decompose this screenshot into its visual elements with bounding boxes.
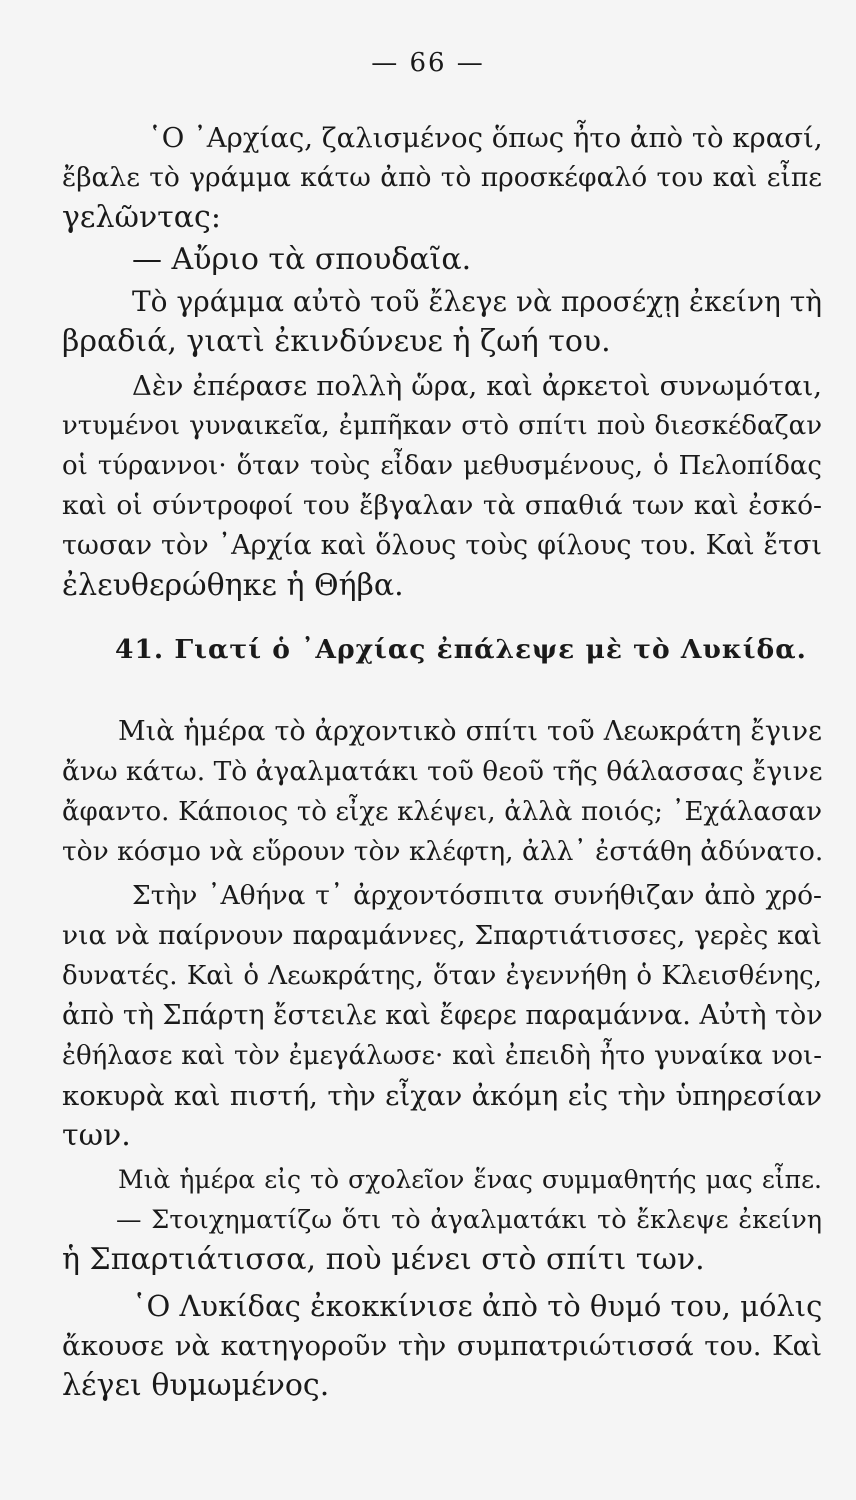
text-line: Μιὰ ἡμέρα εἰς τὸ σχολεῖον ἕνας συμμαθητής μας εἶπε. bbox=[118, 1165, 822, 1194]
text-line: λέγει θυμωμένος. bbox=[62, 1368, 330, 1403]
text-line: ῾Ο Λυκίδας ἐκοκκίνισε ἀπὸ τὸ θυμό του, μόλις bbox=[132, 1289, 823, 1323]
text-line: των. bbox=[62, 1118, 131, 1153]
text-line: ἔβαλε τὸ γράμμα κάτω ἀπὸ τὸ προσκέφαλό του καὶ εἶπε bbox=[62, 162, 822, 193]
text-line: καὶ οἱ σύντροφοί του ἔβγαλαν τὰ σπαθιά των καὶ ἐσκό- bbox=[62, 490, 822, 521]
text-line: Τὸ γράμμα αὐτὸ τοῦ ἔλεγε νὰ προσέχῃ ἐκείνη τὴ bbox=[132, 285, 822, 318]
text-line: ἄφαντο. Κάποιος τὸ εἶχε κλέψει, ἀλλὰ ποιός; ᾿Εχάλασαν bbox=[62, 797, 822, 827]
text-line: Μιὰ ἡμέρα τὸ ἀρχοντικὸ σπίτι τοῦ Λεωκράτη ἔγινε bbox=[118, 716, 822, 747]
text-line: τὸν κόσμο νὰ εὕρουν τὸν κλέφτη, ἀλλ᾿ ἐστάθη ἀδύνατο. bbox=[62, 836, 824, 867]
text-line: ἄκουσε νὰ κατηγοροῦν τὴν συμπατριώτισσά του. Καὶ bbox=[62, 1330, 822, 1362]
text-line: ῾Ο ᾿Αρχίας, ζαλισμένος ὅπως ἦτο ἀπὸ τὸ κρασί, bbox=[148, 122, 823, 154]
text-line: — Στοιχηματίζω ὅτι τὸ ἀγαλματάκι τὸ ἔκλεψε ἐκείνη bbox=[116, 1205, 822, 1235]
text-line: βραδιά, γιατὶ ἐκινδύνευε ἡ ζωή του. bbox=[62, 324, 611, 359]
text-line: νια νὰ παίρνουν παραμάννες, Σπαρτιάτισσες, γερὲς καὶ bbox=[62, 920, 822, 951]
text-line: — Αὔριο τὰ σπουδαῖα. bbox=[132, 242, 472, 277]
text-line: ἐθήλασε καὶ τὸν ἐμεγάλωσε· καὶ ἐπειδὴ ἦτο γυναίκα νοι- bbox=[62, 1041, 822, 1071]
text-line: Στὴν ᾿Αθήνα τ᾿ ἀρχοντόσπιτα συνήθιζαν ἀπὸ χρό- bbox=[132, 880, 822, 911]
text-line: ἡ Σπαρτιάτισσα, ποὺ μένει στὸ σπίτι των. bbox=[62, 1242, 705, 1277]
text-line: ντυμένοι γυναικεῖα, ἐμπῆκαν στὸ σπίτι ποὺ διεσκέδαζαν bbox=[62, 411, 822, 441]
text-line: κοκυρὰ καὶ πιστή, τὴν εἶχαν ἀκόμη εἰς τὴν ὑπηρεσίαν bbox=[62, 1080, 822, 1112]
text-line: Δὲν ἐπέρασε πολλὴ ὥρα, καὶ ἀρκετοὶ συνωμόται, bbox=[132, 370, 822, 402]
page-number: — 66 — bbox=[371, 48, 485, 78]
text-line: δυνατές. Καὶ ὁ Λεωκράτης, ὅταν ἐγεννήθη ὁ Κλεισθένης, bbox=[62, 961, 822, 991]
section-title: 41. Γιατί ὁ ᾿Αρχίας ἐπάλεψε μὲ τὸ Λυκίδα. bbox=[115, 634, 807, 665]
text-line: ἀπὸ τὴ Σπάρτη ἔστειλε καὶ ἔφερε παραμάννα. Αὐτὴ τὸν bbox=[62, 1000, 823, 1031]
text-line: γελῶντας: bbox=[62, 200, 221, 235]
text-line: τωσαν τὸν ᾿Αρχία καὶ ὅλους τοὺς φίλους του. Καὶ ἔτσι bbox=[62, 530, 822, 561]
text-line: ἄνω κάτω. Τὸ ἀγαλματάκι τοῦ θεοῦ τῆς θάλασσας ἔγινε bbox=[62, 756, 823, 787]
text-line: ἐλευθερώθηκε ἡ Θήβα. bbox=[62, 568, 404, 603]
text-line: οἱ τύραννοι· ὅταν τοὺς εἶδαν μεθυσμένους, ὁ Πελοπίδας bbox=[62, 451, 822, 481]
